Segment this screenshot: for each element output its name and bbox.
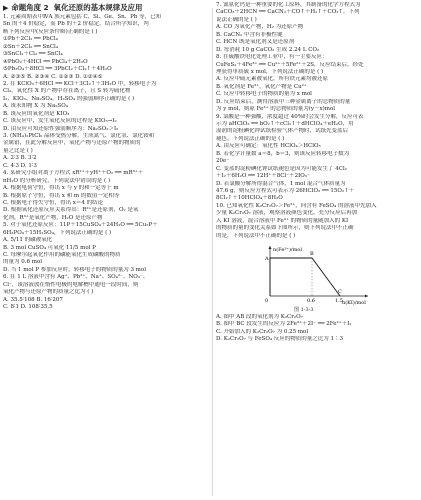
section-label: 命题角度 2 bbox=[11, 3, 49, 12]
text-line: 9. 氯酸是一种强酸，浓度超过 40%时会发生分解，反应可表 bbox=[216, 113, 364, 120]
text-line: B. 3 mol CuSO₄ 可氧化 11/5 mol P bbox=[3, 244, 96, 251]
text-line: D. K₂Cr₂O₇ 与 FeSO₄ 反应的物质的量之比为 1∶3 bbox=[216, 336, 344, 343]
right-question-text-continued bbox=[216, 314, 417, 344]
text-line: C. 开始加入的 K₂Cr₂O₇ 为 0.25 mol bbox=[216, 328, 309, 335]
xtick-1: 0.6 bbox=[307, 298, 315, 304]
text-line: 说法正确的是 ( ) bbox=[216, 16, 257, 23]
text-line: C. 变蓝的淀粉碘化钾试纸褪色是因为可能发生了 4Cl₂ bbox=[216, 165, 347, 172]
text-line: C. 根据电子得失守恒，得出 x＝4 的结论 bbox=[3, 199, 104, 206]
text-line: CuFeS₂＋4Fe³⁺ ══ Cu²⁺＋5Fe²⁺＋2S，反应结束后，经处 bbox=[216, 61, 364, 68]
text-line: A. 2∶3 B. 3∶2 bbox=[3, 155, 37, 162]
left-question-text bbox=[3, 14, 211, 312]
text-line: 少量 K₂Cr₂O₇ 溶液，观察溶液颜色变化，充分反应后再加 bbox=[216, 210, 358, 217]
text-line: I₂、KIO₃、Na₂SO₄、H₂SO₄ 的强弱顺序正确的是 ( ) bbox=[3, 95, 135, 102]
text-line: D. 若氯酸分解所得混合气体，1 mol 混合气体质量为 bbox=[216, 180, 346, 187]
text-line: 8. 在硫酸铁电化处理工业中，有一主要反应： bbox=[216, 54, 328, 61]
text-line: 化剂，R³⁺是氧化产物，H₂O 是还原产物 bbox=[3, 214, 103, 221]
text-line: 6. 在 1 L 溶液中含有 Ag⁺、Pb²⁺、Na⁺、SO₄²⁻、NO₃⁻、 bbox=[3, 274, 149, 281]
text-line: D. 根据氧化还原反应关系得出：R²⁺是还原剂，O₂ 是氧 bbox=[3, 207, 139, 214]
text-line: 47.6 g，则反应方程式可表示为 26HClO₃ ══ 15O₂↑＋ bbox=[216, 187, 355, 194]
text-line: B. 若化学计量数 a＝8，b＝3，则该反应转移电子数为 bbox=[216, 150, 350, 157]
x-axis-arrow-icon bbox=[365, 295, 368, 298]
text-line: C. HCN 既是氧化剂又是还原剂 bbox=[216, 39, 295, 46]
text-line: A. CO 为氧化产物，H₂ 为还原产物 bbox=[216, 24, 304, 31]
text-line: 褪色。下列说法正确的是 ( ) bbox=[216, 135, 285, 142]
right-question-text bbox=[216, 2, 417, 240]
fe3-vs-ki-graph bbox=[256, 242, 376, 313]
text-line: A. 反应中硫元素被氧化，所有铁元素均被还原 bbox=[216, 76, 328, 83]
xtick-2: 1.5 bbox=[335, 298, 343, 304]
text-line: ⑤Pb₃O₄＋8HCl ══ 3PbCl₂＋Cl₂↑＋4H₂O bbox=[3, 66, 112, 73]
section-title: 氧化还原的基本规律及应用 bbox=[53, 3, 143, 12]
text-line: 的量为 0.6 mol bbox=[3, 259, 43, 266]
text-line: 湿润的淀粉碘化钾试纸检验气体产物时，试纸先变蓝后 bbox=[216, 128, 349, 135]
text-line: Cl⁻，该溶液放在惰性电极的电解槽中通电一段时间，则 bbox=[3, 281, 139, 288]
text-line: 的是，下列说法中不正确的是 ( ) bbox=[216, 232, 296, 239]
graph-curve bbox=[270, 258, 340, 296]
text-line: Cl₂，氧化性 X 的产物中存在离子，且 S 转为硫化物 bbox=[3, 88, 131, 95]
text-line: D. 由反应可知还原性强弱顺序为：Na₂SO₃＞I₂ bbox=[3, 125, 119, 132]
text-line: 2. 在 KClO₃＋6HCl ══ KCl＋3Cl₂↑＋3H₂O 中，转移电子为 bbox=[3, 80, 157, 87]
text-line: B. 氧化剂是 Fe³⁺，氧化产物是 Cu²⁺ bbox=[216, 83, 307, 90]
text-line: 20e⁻ bbox=[216, 158, 230, 165]
xtick-0: 0 bbox=[265, 298, 269, 304]
text-line: B. 根据原子守恒，得出 x 和 m 的数值一定相等 bbox=[3, 192, 120, 199]
text-line: 5. 对于氧化还原反应：11P＋15CuSO₄＋24H₂O ══ 5Cu₃P＋ bbox=[3, 222, 158, 229]
left-column bbox=[3, 2, 211, 312]
point-c-label: C bbox=[338, 289, 342, 295]
text-line: B. 该反应的氧化剂是 KIO₃ bbox=[3, 110, 70, 117]
graph-xlabel: n(KI)/mol bbox=[342, 300, 366, 306]
text-line: 示为 aHClO₃ ══ bO₂↑＋cCl₂↑＋dHClO₄＋eH₂O，用 bbox=[216, 121, 354, 127]
text-line: 金属铂，在此分解反应中，氧化产物与还原产物的物质的 bbox=[3, 140, 141, 147]
text-line: C. 4∶3 D. 1∶3 bbox=[3, 162, 37, 169]
y-axis-arrow-icon bbox=[269, 246, 272, 249]
point-b-label: B bbox=[310, 251, 314, 257]
text-line: C. 8∶1 D. 108∶35.5 bbox=[3, 304, 53, 311]
text-line: 氧化产物与还原产物的质量之比为 ( ) bbox=[3, 289, 94, 296]
text-line: A. 该未知物 X 为 Na₂SO₄ bbox=[3, 103, 68, 110]
text-line: ③SnCl₂＋Cl₂ ══ SnCl₄ bbox=[3, 51, 63, 58]
text-line: D. 每消耗 10 g CaCO₃ 生成 2.24 L CO₂ bbox=[216, 46, 320, 53]
text-line: 为 y mol，则原 Fe³⁺ 的总物质的量为(y－x)mol bbox=[216, 106, 336, 113]
section-header bbox=[3, 2, 211, 13]
text-line: A. ②③⑤ B. ②③④ C. ①②③ D. ①②④⑤ bbox=[3, 73, 103, 80]
text-line: B. 图中 BC 段发生的反应为 2Fe³⁺＋2I⁻ ══ 2Fe²⁺＋I₂ bbox=[216, 321, 352, 328]
text-line: ④PbO₂＋4HCl ══ PbCl₄＋2H₂O bbox=[3, 58, 88, 65]
text-line: D. 反应结束后，测得溶液中三种金属离子的总物质的量 bbox=[216, 98, 351, 105]
text-line: D. 当 1 mol P 参加反应时，转移电子的物质的量为 3 mol bbox=[3, 266, 146, 273]
text-line: A. 根据电荷守恒，得出 x 与 y 的和一定等于 m bbox=[3, 185, 119, 192]
text-line: Sn 的＋4 价稳定，而 Pb 的＋2 价稳定。结合所学知识，判 bbox=[3, 21, 149, 28]
text-line: 入 KI 溶液，混合溶液中 Fe³⁺ 的物质的量随加入的 KI bbox=[216, 217, 349, 224]
text-line: A. 由反应可确定：氧化性 HClO₄＞HClO₃ bbox=[216, 143, 321, 150]
text-line: 1. 元素周期表中ⅣA 族元素包括 C、Si、Ge、Sn、Pb 等，已知 bbox=[3, 14, 162, 20]
text-line: 4. 某研究小组对离子方程式 xR²⁺＋yH⁺＋O₂ ══ mR³⁺＋ bbox=[3, 170, 144, 177]
graph-caption: 图 1-3-3 bbox=[294, 307, 314, 313]
text-line: A. 图中 AB 段的氧化剂为 K₂Cr₂O₇ bbox=[216, 314, 303, 320]
text-line: nH₂O 的分析研究，下列说法中错误的是 ( ) bbox=[3, 177, 111, 184]
text-line: A. 5/11 的磷被氧化 bbox=[3, 237, 53, 244]
text-line: C. 该反应中，发生氧化反应的过程是 KIO₃→I₂ bbox=[3, 118, 117, 125]
text-line: B. CaCN₂ 中含有非极性键 bbox=[216, 31, 283, 38]
right-column bbox=[216, 2, 417, 344]
text-line: 的物质的量的变化关系如下图所示，则下列说法中不正确 bbox=[216, 225, 354, 232]
text-line: 7. 氰氨化钙是一种重要的化工原料，其制备的化学方程式为 bbox=[216, 2, 361, 8]
text-line: ①Pb＋2Cl₂ ══ PbCl₄ bbox=[3, 36, 58, 43]
text-line: 6H₃PO₄＋15H₂SO₄，下列说法正确的是 ( ) bbox=[3, 229, 112, 236]
text-line: ＋I₂＋6H₂O ══ 12H⁺＋8Cl⁻＋2IO₃⁻ bbox=[216, 173, 310, 180]
text-line: C. 每摩尔起氧化作用的磷能氧化生成磷酸的物质 bbox=[3, 252, 121, 258]
text-line: ②Sn＋2Cl₂ ══ SnCl₄ bbox=[3, 43, 59, 50]
graph-ylabel: n(Fe³⁺)/mol bbox=[273, 247, 302, 253]
text-line: CaCO₃＋2HCN ══ CaCN₂＋CO↑＋H₂↑＋CO₂↑。下列 bbox=[216, 9, 360, 16]
triangle-marker-icon: ▶ bbox=[3, 3, 9, 12]
text-line: C. 反应中转移电子的物质的量为 x mol bbox=[216, 91, 312, 98]
text-line: 8Cl₂↑＋10HClO₄＋8H₂O bbox=[216, 195, 283, 202]
column-divider bbox=[212, 8, 213, 496]
text-line: 断下列反应中(反应条件略)正确的是 ( ) bbox=[3, 28, 98, 35]
point-a-label: A bbox=[265, 256, 269, 262]
text-line: A. 35.5∶108 B. 16∶207 bbox=[3, 296, 63, 303]
graph-svg bbox=[256, 242, 376, 306]
text-line: 10. 已知氧化性 K₂Cr₂O₇＞Fe³⁺，向含有 FeSO₄ 的溶液中先加入 bbox=[216, 202, 377, 209]
text-line: 量之比是 ( ) bbox=[3, 147, 33, 154]
text-line: 3. (NH₄)₂PtCl₆ 晶体受热分解，生成氮气、氯化氢、氯化铵和 bbox=[3, 133, 155, 139]
text-line: 理获得单质硫 x mol，下列说法正确的是 ( ) bbox=[216, 68, 324, 75]
